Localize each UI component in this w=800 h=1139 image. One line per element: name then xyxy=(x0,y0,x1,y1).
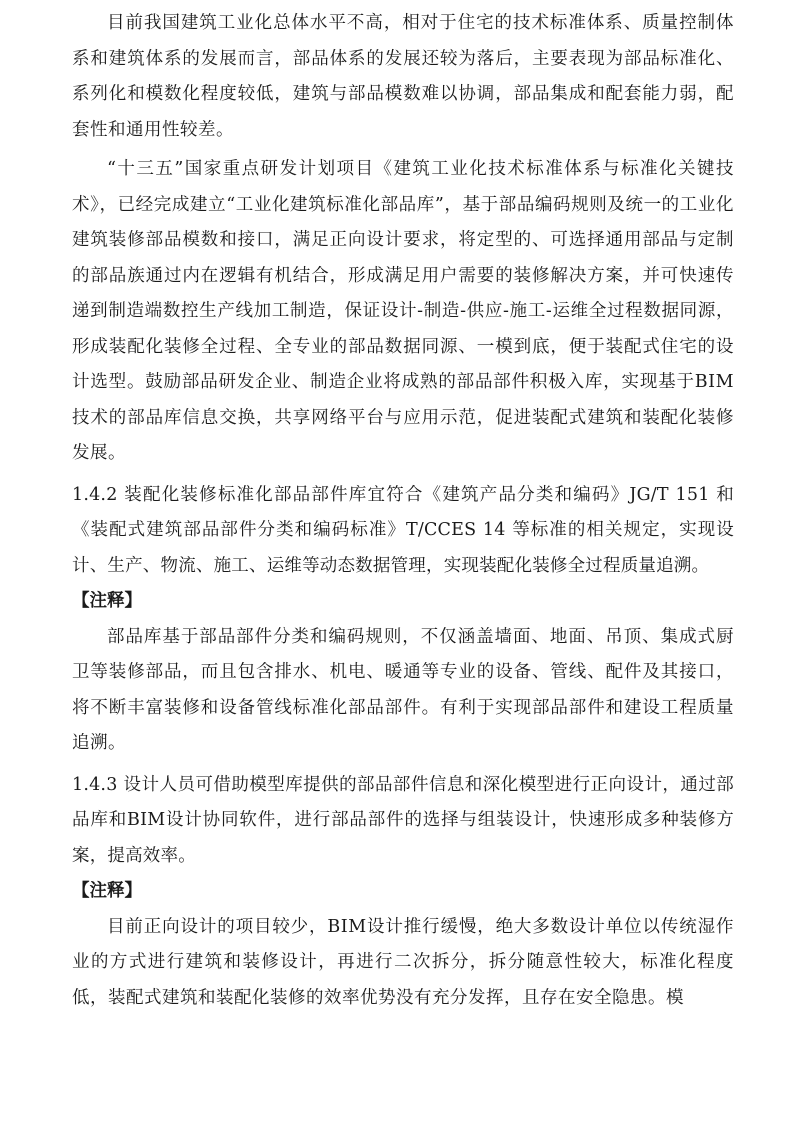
note-paragraph-1: 部品库基于部品部件分类和编码规则，不仅涵盖墙面、地面、吊顶、集成式厨卫等装修部品，而且包含排水、机电、暖通等专业的设备、管线、配件及其接口，将不断丰富装修和设备管线标准化部品部件。有利于实现部品部件和建设工程质量追溯。 xyxy=(72,626,734,753)
paragraph-research-project: “十三五”国家重点研发计划项目《建筑工业化技术标准体系与标准化关键技术》，已经完成建立“工业化建筑标准化部品库”，基于部品编码规则及统一的工业化建筑装修部品模数和接口，满足正向设计要求，将定型的、可选择通用部品与定制的部品族通过内在逻辑有机结合，形成满足用户需要的装修解决方案，并可快速传递到制造端数控生产线加工制造，保证设计-制造-供应-施工-运维全过程数据同源，形成装配化装修全过程、全专业的部品数据同源、一模到底，便于装配式住宅的设计选型。鼓励部品研发企业、制造企业将成熟的部品部件积极入库，实现基于BIM技术的部品库信息交换，共享网络平台与应用示范，促进装配式建筑和装配化装修发展。 xyxy=(72,159,734,463)
clause-1-4-2: 1.4.2 装配化装修标准化部品部件库宜符合《建筑产品分类和编码》JG/T 151 和《装配式建筑部品部件分类和编码标准》T/CCES 14 等标准的相关规定，实现设计、生产、物流、施工、运维等动态数据管理，实现装配化装修全过程质量追溯。 xyxy=(72,484,734,576)
note-label-1: 【注释】 xyxy=(72,591,142,611)
note-paragraph-2: 目前正向设计的项目较少，BIM设计推行缓慢，绝大多数设计单位以传统湿作业的方式进行建筑和装修设计，再进行二次拆分，拆分随意性较大，标准化程度低，装配式建筑和装配化装修的效率优势没有充分发挥，且存在安全隐患。模 xyxy=(72,916,734,1008)
document-page xyxy=(0,6,800,1139)
note-label-2: 【注释】 xyxy=(72,881,142,901)
paragraph-industrialization-status: 目前我国建筑工业化总体水平不高，相对于住宅的技术标准体系、质量控制体系和建筑体系的发展而言，部品体系的发展还较为落后，主要表现为部品标准化、系列化和模数化程度较低，建筑与部品模数难以协调，部品集成和配套能力弱，配套性和通用性较差。 xyxy=(72,13,734,140)
clause-1-4-3: 1.4.3 设计人员可借助模型库提供的部品部件信息和深化模型进行正向设计，通过部品库和BIM设计协同软件，进行部品部件的选择与组装设计，快速形成多种装修方案，提高效率。 xyxy=(72,774,734,866)
